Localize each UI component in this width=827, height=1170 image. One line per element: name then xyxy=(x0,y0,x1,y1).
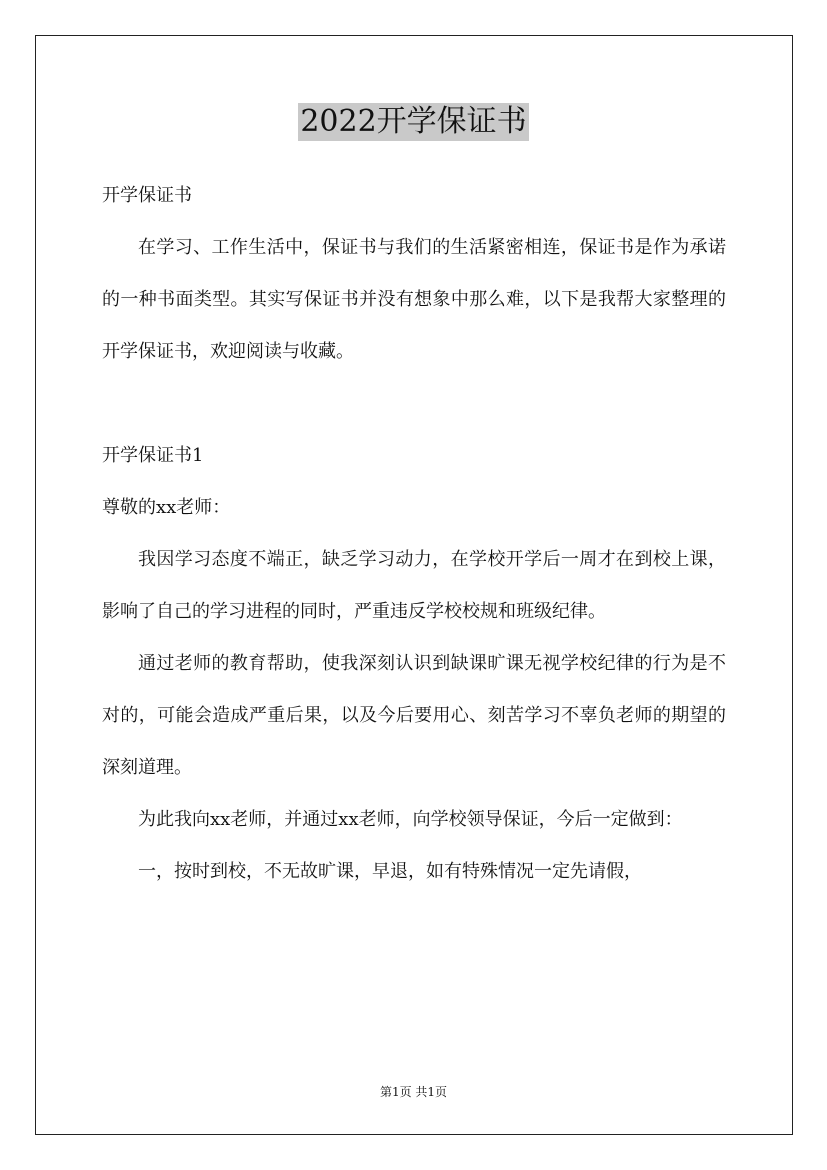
body-paragraph: 一，按时到校，不无故旷课，早退，如有特殊情况一定先请假， xyxy=(138,861,642,882)
intro-paragraph: 在学习、工作生活中，保证书与我们的生活紧密相连，保证书是作为承诺的一种书面类型。其实写保证书并没有想象中那么难，以下是我帮大家整理的开学保证书，欢迎阅读与收藏。 xyxy=(102,237,726,362)
document-body xyxy=(102,170,726,898)
paragraph-spacer xyxy=(102,378,726,430)
body-paragraph: 我因学习态度不端正，缺乏学习动力，在学校开学后一周才在到校上课，影响了自己的学习进程的同时，严重违反学校校规和班级纪律。 xyxy=(102,549,726,622)
body-paragraph: 通过老师的教育帮助，使我深刻认识到缺课旷课无视学校纪律的行为是不对的，可能会造成严重后果，以及今后要用心、刻苦学习不辜负老师的期望的深刻道理。 xyxy=(102,653,726,778)
document-title-text: 2022开学保证书 xyxy=(300,104,527,139)
document-title xyxy=(0,103,827,141)
section-heading: 开学保证书1 xyxy=(102,445,204,466)
body-paragraph: 为此我向xx老师，并通过xx老师，向学校领导保证，今后一定做到： xyxy=(138,809,683,830)
page-footer: 第1页 共1页 xyxy=(379,1085,448,1099)
subtitle: 开学保证书 xyxy=(102,185,192,206)
salutation: 尊敬的xx老师： xyxy=(102,497,231,518)
